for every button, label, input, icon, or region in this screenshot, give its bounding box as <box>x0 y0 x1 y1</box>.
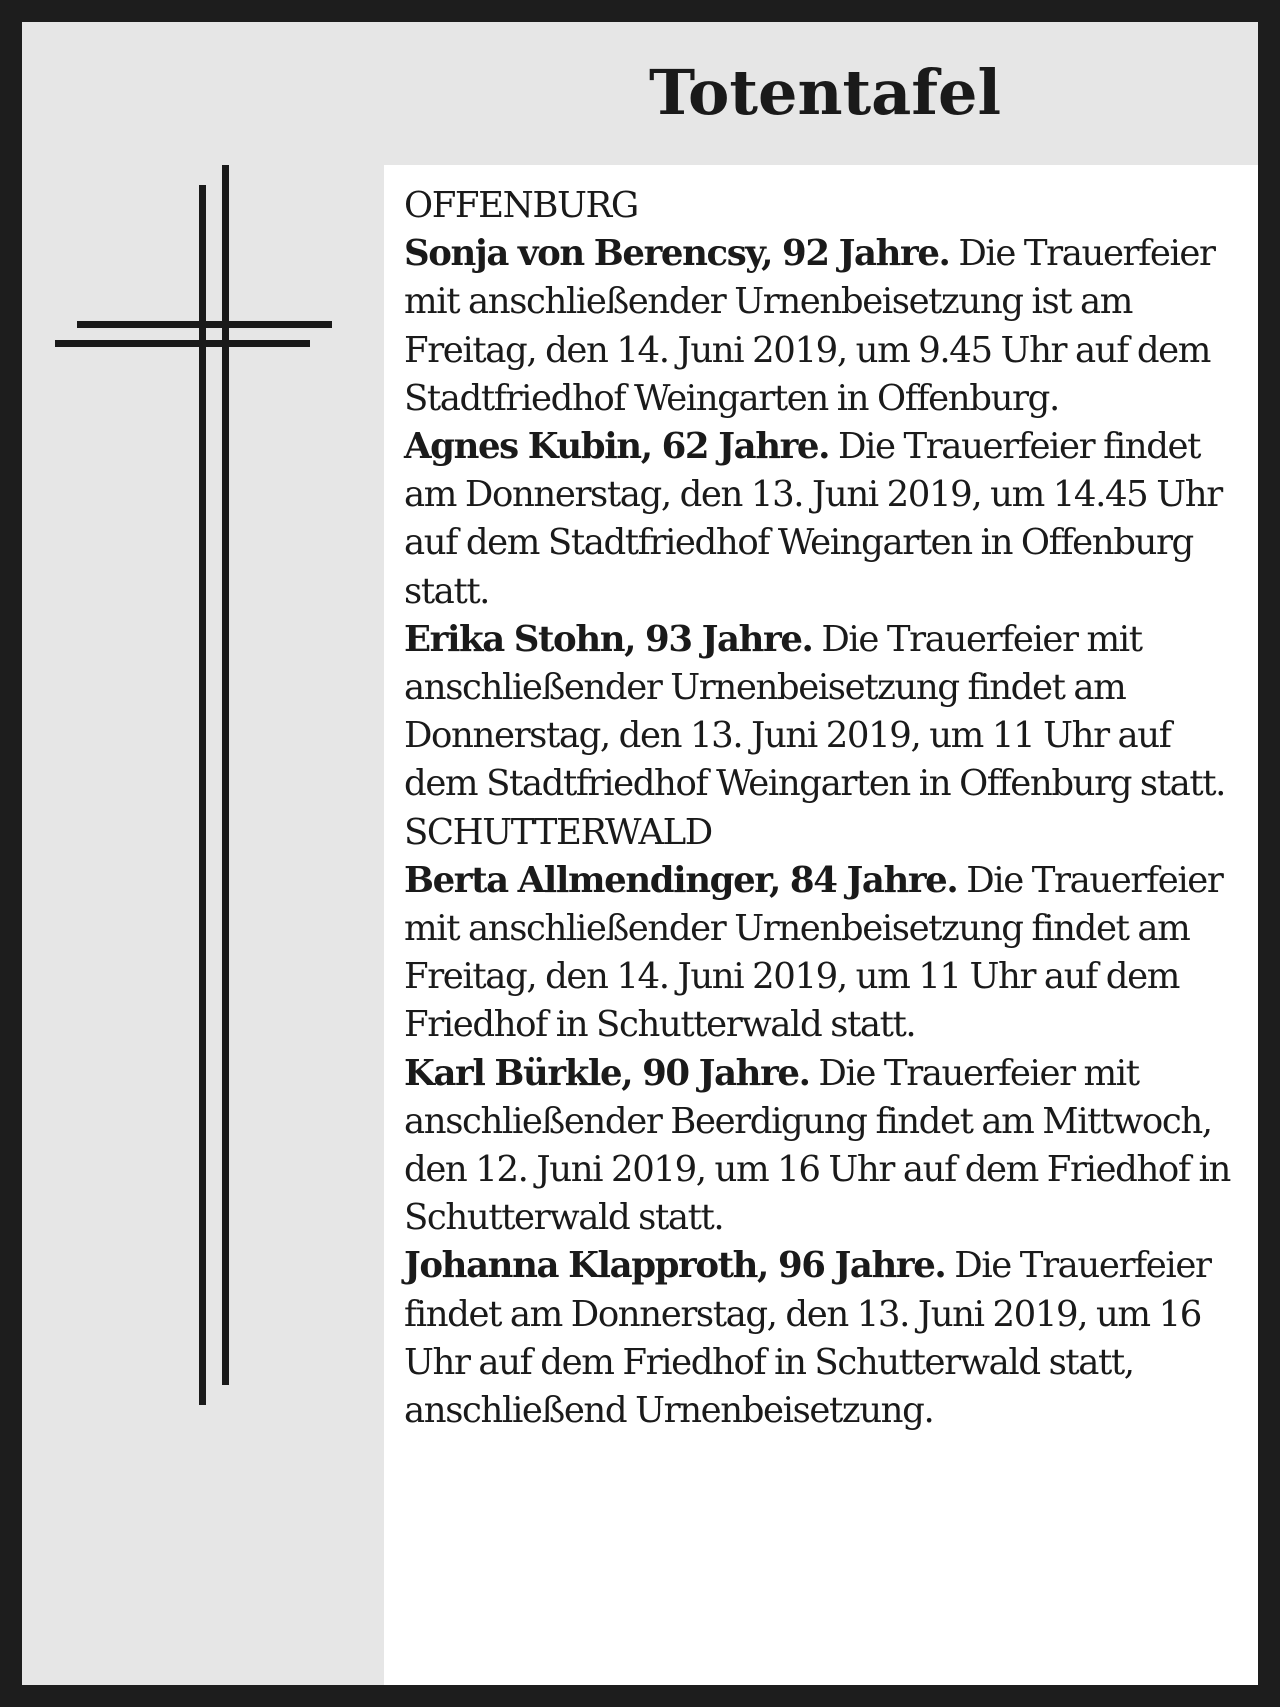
obituary-entry <box>404 616 1234 809</box>
deceased-name: Johanna Klapproth, 96 Jahre. <box>404 1245 946 1287</box>
ceremony-details: Die Trauerfeier mit anschließender Urnenbeisetzung findet am Donnerstag, den 13. Juni 2019, um 11 Uhr auf dem Stadtfriedhof Weingarten in Offenburg statt. <box>404 618 1225 805</box>
obituary-entry <box>404 423 1234 616</box>
obituary-list <box>404 182 1234 1435</box>
obituary-entry <box>404 1050 1234 1243</box>
obituary-entry <box>404 230 1234 423</box>
section-schutterwald <box>404 809 1234 1436</box>
deceased-name: Sonja von Berencsy, 92 Jahre. <box>404 233 950 275</box>
section-heading: SCHUTTERWALD <box>404 811 712 853</box>
section-heading: OFFENBURG <box>404 185 638 226</box>
page-title: Totentafel <box>648 56 1002 129</box>
ceremony-details: Die Trauerfeier mit anschließender Urnenbeisetzung findet am Freitag, den 14. Juni 2019, um 11 Uhr auf dem Friedhof in Schutterwald statt. <box>404 859 1223 1046</box>
ceremony-details: Die Trauerfeier mit anschließender Beerdigung findet am Mittwoch, den 12. Juni 2019, um 16 Uhr auf dem Friedhof in Schutterwald statt. <box>404 1052 1230 1239</box>
ceremony-details: Die Trauerfeier findet am Donnerstag, den 13. Juni 2019, um 14.45 Uhr auf dem Stadtfriedhof Weingarten in Offenburg statt. <box>404 426 1222 612</box>
ceremony-details: Die Trauerfeier mit anschließender Urnenbeisetzung ist am Freitag, den 14. Juni 2019, um 9.45 Uhr auf dem Stadtfriedhof Weingarten in Offenburg. <box>404 233 1215 419</box>
deceased-name: Berta Allmendinger, 84 Jahre. <box>404 859 958 901</box>
deceased-name: Karl Bürkle, 90 Jahre. <box>404 1052 810 1094</box>
deceased-name: Agnes Kubin, 62 Jahre. <box>404 426 830 468</box>
obituary-entry <box>404 1242 1234 1435</box>
obituary-entry <box>404 857 1234 1050</box>
ceremony-details: Die Trauerfeier findet am Donnerstag, den 13. Juni 2019, um 16 Uhr auf dem Friedhof in Schutterwald statt, anschließend Urnenbeisetzung. <box>404 1245 1211 1432</box>
deceased-name: Erika Stohn, 93 Jahre. <box>404 618 813 660</box>
section-offenburg <box>404 182 1234 809</box>
double-cross-icon <box>22 22 382 1685</box>
